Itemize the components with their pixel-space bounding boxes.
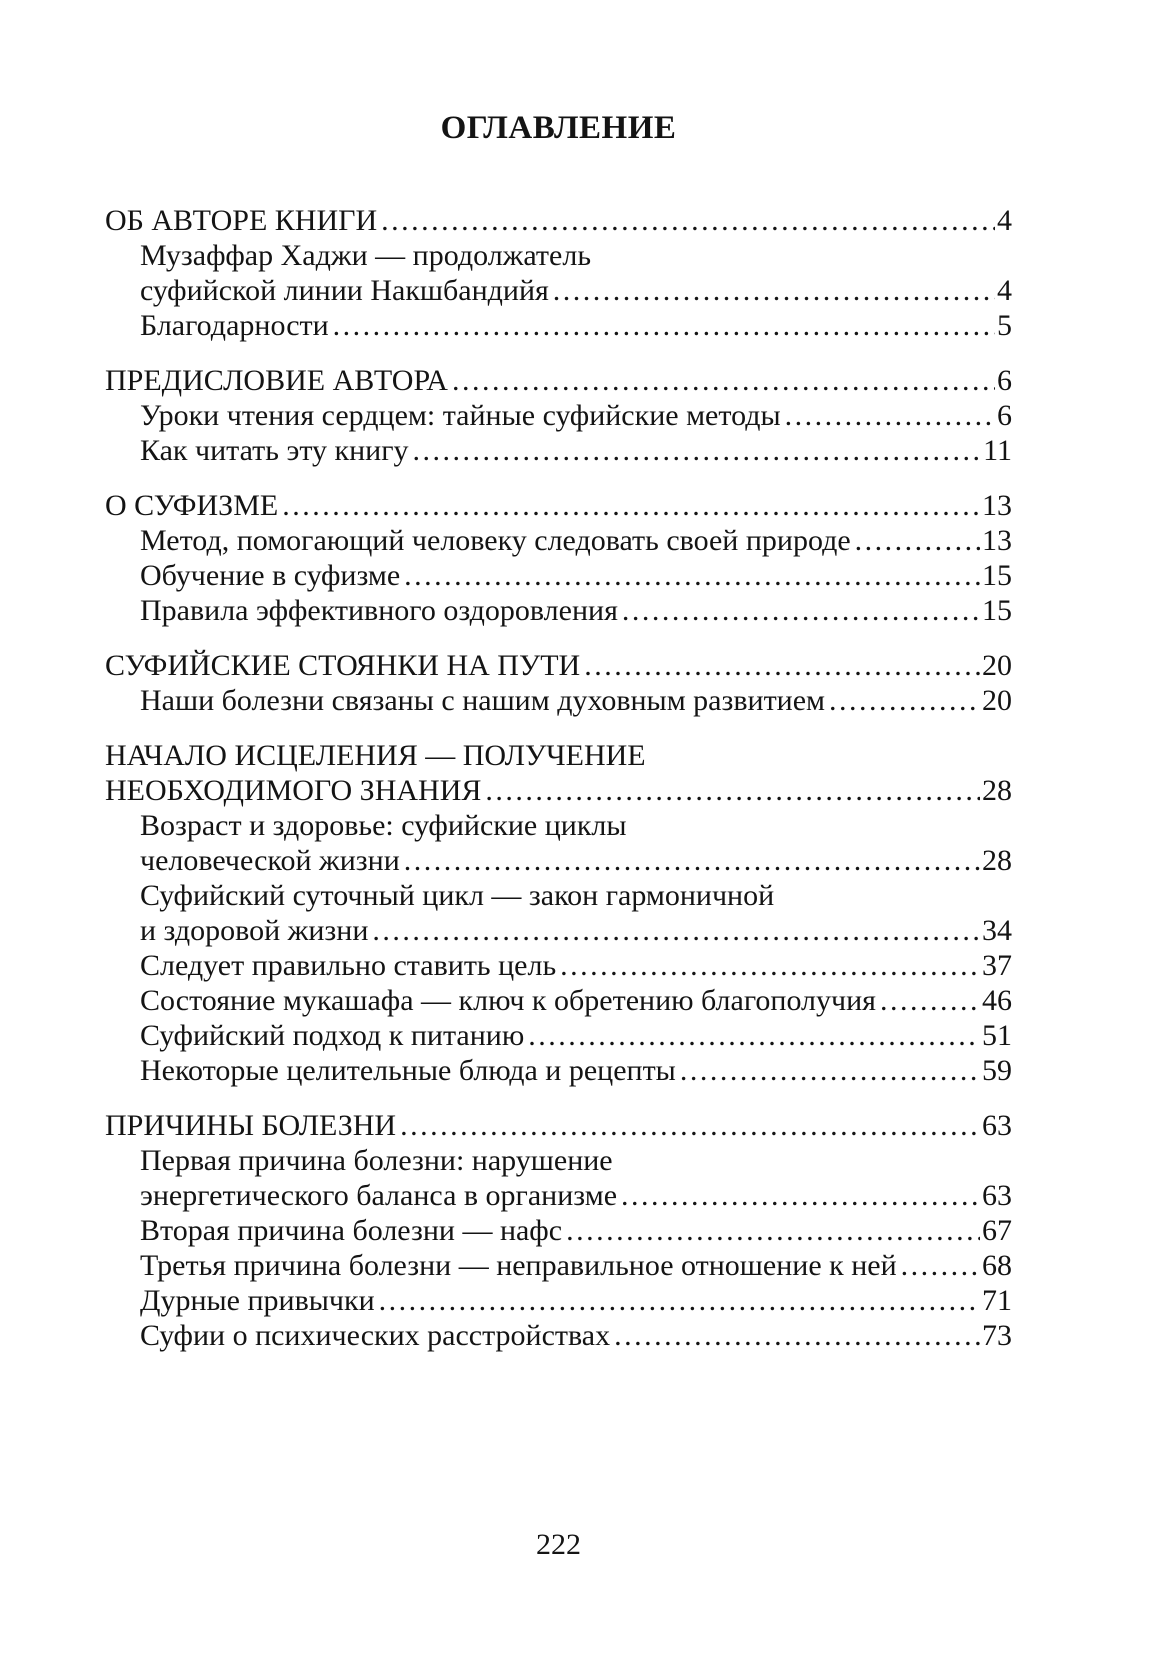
toc-entry-title: Уроки чтения сердцем: тайные суфийские методы [140, 399, 781, 432]
toc-entry-page: 51 [982, 1019, 1012, 1052]
dot-leader [855, 523, 980, 558]
toc-entry-page: 28 [982, 844, 1012, 877]
toc-entry [105, 1018, 1012, 1053]
toc-entry-page: 13 [982, 489, 1012, 522]
toc-entry-page: 73 [982, 1319, 1012, 1352]
toc-entry-title: Метод, помогающий человеку следовать своей природе [140, 524, 851, 557]
toc-entry [105, 913, 1012, 948]
toc-entry-page: 63 [982, 1179, 1012, 1212]
toc-entry-title: Возраст и здоровье: суфийские циклы [140, 809, 627, 842]
toc-entry-title: Правила эффективного оздоровления [140, 594, 618, 627]
dot-leader [880, 983, 980, 1018]
toc-entry-title: Обучение в суфизме [140, 559, 401, 592]
toc-entry [105, 773, 1012, 808]
dot-leader [379, 1283, 980, 1318]
toc-entry-page: 71 [982, 1284, 1012, 1317]
page-title: ОГЛАВЛЕНИЕ [440, 110, 677, 146]
toc-entry-title: и здоровой жизни [140, 914, 369, 947]
toc-entry [105, 523, 1012, 558]
toc-entry-page: 6 [997, 364, 1012, 397]
dot-leader [413, 433, 982, 468]
toc-entry [105, 1053, 1012, 1088]
toc-entry [105, 738, 1012, 773]
toc-entry-title: НЕОБХОДИМОГО ЗНАНИЯ [105, 774, 482, 807]
dot-leader [829, 683, 980, 718]
toc-entry [105, 308, 1012, 343]
toc-entry-title: Благодарности [140, 309, 329, 342]
toc-entry-page: 15 [982, 594, 1012, 627]
toc-entry-title: ПРИЧИНЫ БОЛЕЗНИ [105, 1109, 397, 1142]
toc-entry-page: 68 [982, 1249, 1012, 1282]
dot-leader [528, 1018, 980, 1053]
toc-entry-title: Третья причина болезни — неправильное отношение к ней [140, 1249, 897, 1282]
dot-leader [372, 913, 980, 948]
toc-entry-page: 34 [982, 914, 1012, 947]
page-number-footer: 222 [536, 1528, 581, 1561]
toc-entry-title: Суфийский суточный цикл — закон гармоничной [140, 879, 775, 912]
toc-entry-title: СУФИЙСКИЕ СТОЯНКИ НА ПУТИ [105, 649, 581, 682]
toc-entry [105, 983, 1012, 1018]
toc-entry [105, 203, 1012, 238]
toc-entry-page: 67 [982, 1214, 1012, 1247]
toc-entry-page: 20 [982, 684, 1012, 717]
toc-entry [105, 648, 1012, 683]
dot-leader [560, 948, 980, 983]
toc-entry-title: Дурные привычки [140, 1284, 375, 1317]
dot-leader [452, 363, 995, 398]
toc-entry-page: 6 [997, 399, 1012, 432]
dot-leader [584, 648, 980, 683]
toc-list [105, 203, 1012, 1353]
toc-entry-page: 5 [997, 309, 1012, 342]
dot-leader [614, 1318, 980, 1353]
toc-entry [105, 808, 1012, 843]
toc-entry [105, 238, 1012, 273]
toc-entry-title: Как читать эту книгу [140, 434, 409, 467]
dot-leader [901, 1248, 980, 1283]
toc-entry-page: 15 [982, 559, 1012, 592]
toc-entry [105, 948, 1012, 983]
toc-entry [105, 363, 1012, 398]
dot-leader [381, 203, 995, 238]
toc-entry-title: НАЧАЛО ИСЦЕЛЕНИЯ — ПОЛУЧЕНИЕ [105, 739, 646, 772]
toc-entry [105, 1143, 1012, 1178]
toc-entry-page: 37 [982, 949, 1012, 982]
dot-leader [282, 488, 980, 523]
toc-entry [105, 273, 1012, 308]
toc-entry [105, 843, 1012, 878]
dot-leader [621, 1178, 980, 1213]
toc-entry [105, 1108, 1012, 1143]
toc-entry-title: человеческой жизни [140, 844, 400, 877]
dot-leader [404, 843, 980, 878]
toc-entry [105, 558, 1012, 593]
toc-entry-page: 63 [982, 1109, 1012, 1142]
dot-leader [333, 308, 995, 343]
toc-entry-title: Состояние мукашафа — ключ к обретению благополучия [140, 984, 876, 1017]
toc-entry-page: 4 [997, 274, 1012, 307]
toc-entry-title: Вторая причина болезни — нафс [140, 1214, 563, 1247]
toc-entry-page: 11 [983, 434, 1012, 467]
toc-entry-title: Некоторые целительные блюда и рецепты [140, 1054, 676, 1087]
toc-entry [105, 878, 1012, 913]
toc-entry [105, 683, 1012, 718]
toc-entry [105, 433, 1012, 468]
dot-leader [553, 273, 995, 308]
dot-leader [785, 398, 995, 433]
dot-leader [622, 593, 980, 628]
toc-entry [105, 488, 1012, 523]
toc-entry-page: 13 [982, 524, 1012, 557]
dot-leader [404, 558, 980, 593]
toc-entry-title: Первая причина болезни: нарушение [140, 1144, 613, 1177]
toc-entry-page: 28 [982, 774, 1012, 807]
toc-entry-page: 59 [982, 1054, 1012, 1087]
dot-leader [485, 773, 980, 808]
toc-entry-title: суфийской линии Накшбандийя [140, 274, 549, 307]
toc-entry [105, 1283, 1012, 1318]
toc-entry [105, 1178, 1012, 1213]
toc-entry-title: Суфии о психических расстройствах [140, 1319, 611, 1352]
toc-entry [105, 1213, 1012, 1248]
toc-entry [105, 1248, 1012, 1283]
toc-entry [105, 1318, 1012, 1353]
toc-entry [105, 398, 1012, 433]
toc-entry-title: О СУФИЗМЕ [105, 489, 279, 522]
toc-entry-title: ОБ АВТОРЕ КНИГИ [105, 204, 378, 237]
toc-entry-title: Наши болезни связаны с нашим духовным развитием [140, 684, 826, 717]
toc-entry-page: 20 [982, 649, 1012, 682]
toc-entry-title: Следует правильно ставить цель [140, 949, 557, 982]
toc-entry-title: Суфийский подход к питанию [140, 1019, 525, 1052]
toc-entry-title: Музаффар Хаджи — продолжатель [140, 239, 592, 272]
toc-entry [105, 593, 1012, 628]
dot-leader [566, 1213, 980, 1248]
dot-leader [400, 1108, 980, 1143]
toc-entry-page: 4 [997, 204, 1012, 237]
dot-leader [680, 1053, 980, 1088]
toc-entry-title: энергетического баланса в организме [140, 1179, 618, 1212]
toc-entry-title: ПРЕДИСЛОВИЕ АВТОРА [105, 364, 448, 397]
toc-entry-page: 46 [982, 984, 1012, 1017]
